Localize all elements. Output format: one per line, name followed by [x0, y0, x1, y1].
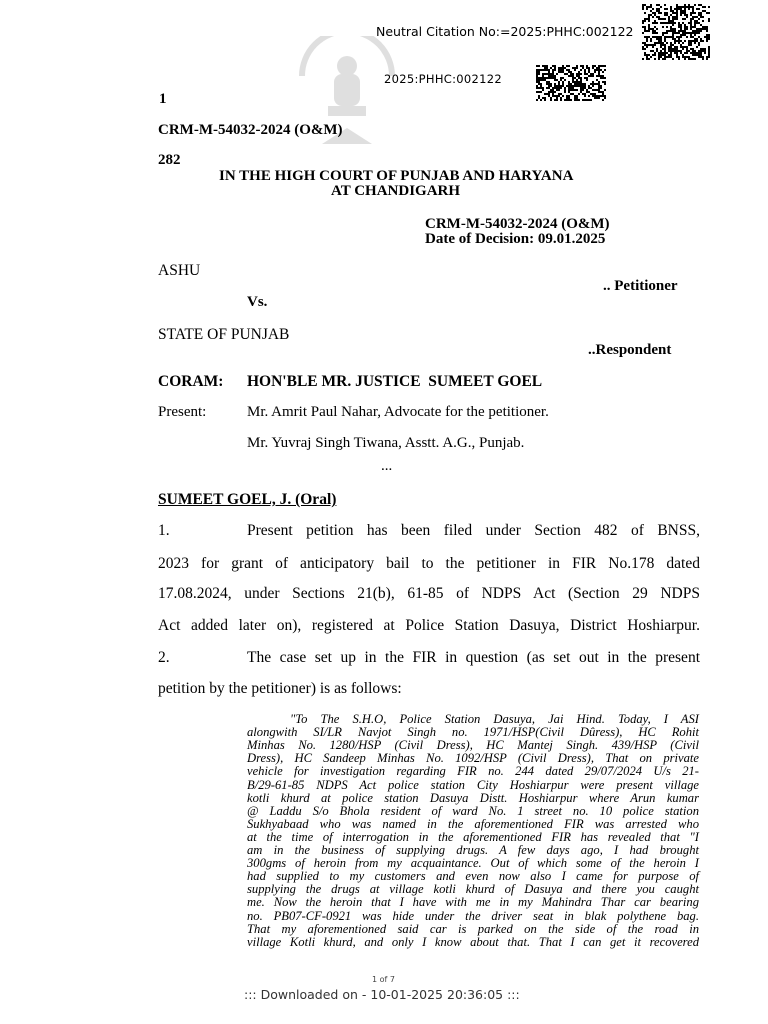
download-stamp: ::: Downloaded on - 10-01-2025 20:36:05 :::: [244, 987, 520, 1002]
page-marker: 1: [159, 91, 167, 107]
quote-line: supplying the drugs at village kotli khurd of Dasuya and there you caught: [247, 882, 699, 897]
page-count: 1 of 7: [372, 975, 395, 984]
quote-line: B/29-61-85 NDPS Act police station City Hoshiarpur were present village: [247, 777, 699, 792]
quote-line: Sukhyabaad who was named in the aforementioned FIR was arrested who: [247, 816, 699, 831]
respondent-name: STATE OF PUNJAB: [158, 326, 290, 343]
quote-line: am in the business of supplying drugs. A few days ago, I had brought: [247, 843, 699, 857]
quote-line: vehicle for investigation regarding FIR no. 244 dated 29/07/2024 U/s 21-: [247, 764, 699, 779]
quote-line: Dress), HC Sandeep Minhas No. 1092/HSP (Civil Dress), That on private: [247, 751, 699, 766]
court-name-line1: IN THE HIGH COURT OF PUNJAB AND HARYANA: [219, 168, 574, 184]
quote-line: @ Laddu S/o Bhola resident of ward No. 1 street no. 10 police station: [247, 803, 699, 818]
quote-line: kotli khurd at police station Dasuya Distt. Hoshiarpur where Arun kumar: [247, 790, 699, 805]
petitioner-role: .. Petitioner: [603, 278, 678, 294]
present-counsel-1: Mr. Amrit Paul Nahar, Advocate for the petitioner.: [247, 404, 549, 420]
case-number: CRM-M-54032-2024 (O&M): [425, 216, 610, 232]
citation-code: 2025:PHHC:002122: [384, 72, 502, 86]
respondent-role: ..Respondent: [588, 342, 672, 358]
para1-line: 2023 for grant of anticipatory bail to the petitioner in FIR No.178 dated: [158, 555, 700, 572]
neutral-citation: Neutral Citation No:=2025:PHHC:002122: [376, 24, 634, 39]
case-number-top: CRM-M-54032-2024 (O&M): [158, 122, 343, 138]
quote-line: "To The S.H.O, Police Station Dasuya, Jai Hind. Today, I ASI: [290, 712, 699, 726]
para1-line: 17.08.2024, under Sections 21(b), 61-85 of NDPS Act (Section 29 NDPS: [158, 585, 700, 602]
court-name-line2: AT CHANDIGARH: [331, 183, 461, 199]
para1-number: 1.: [158, 522, 170, 539]
para2-line: The case set up in the FIR in question (as set out in the present: [247, 649, 700, 666]
para1-line: Present petition has been filed under Section 482 of BNSS,: [247, 522, 700, 539]
versus-label: Vs.: [247, 294, 268, 310]
judgment-heading: SUMEET GOEL, J. (Oral): [158, 491, 337, 508]
quote-line: at the time of interrogation in the aforementioned FIR has revealed that "I: [247, 829, 699, 844]
para2-number: 2.: [158, 649, 170, 666]
coram-label: CORAM:: [158, 373, 224, 390]
qr-code-icon: [642, 4, 710, 60]
quote-line: me. Now the heroin that I have with me in my Mahindra Thar car bearing: [247, 895, 699, 910]
present-counsel-2: Mr. Yuvraj Singh Tiwana, Asstt. A.G., Punjab.: [247, 435, 525, 451]
quote-line: had supplied to my customers and even now also I came for purpose of: [247, 869, 699, 884]
decision-date: Date of Decision: 09.01.2025: [425, 231, 606, 247]
present-label: Present:: [158, 404, 207, 420]
serial-number: 282: [158, 152, 181, 168]
petitioner-name: ASHU: [158, 262, 201, 279]
ellipsis-separator: ...: [381, 458, 393, 474]
quote-line: alongwith SI/LR Navjot Singh no. 1971/HSP(Civil Dûress), HC Rohit: [247, 725, 699, 740]
para2-line: petition by the petitioner) is as follows:: [158, 680, 402, 697]
quote-line: Minhas No. 1280/HSP (Civil Dress), HC Mantej Singh. 439/HSP (Civil: [247, 738, 699, 753]
quote-line: village Kotli khurd, and only I know about that. That I can get it recovered: [247, 934, 699, 949]
quote-line: That my aforementioned said car is parked on the side of the road in: [247, 921, 699, 936]
quote-line: no. PB07-CF-0921 was hide under the driver seat in blak polythene bag.: [247, 908, 699, 923]
qr-code-icon: [536, 65, 606, 101]
para1-line: Act added later on), registered at Police Station Dasuya, District Hoshiarpur.: [158, 617, 700, 634]
quote-line: 300gms of heroin from my acquaintance. Out of which some of the heroin I: [247, 856, 699, 871]
coram-judge: HON'BLE MR. JUSTICE SUMEET GOEL: [247, 373, 543, 390]
